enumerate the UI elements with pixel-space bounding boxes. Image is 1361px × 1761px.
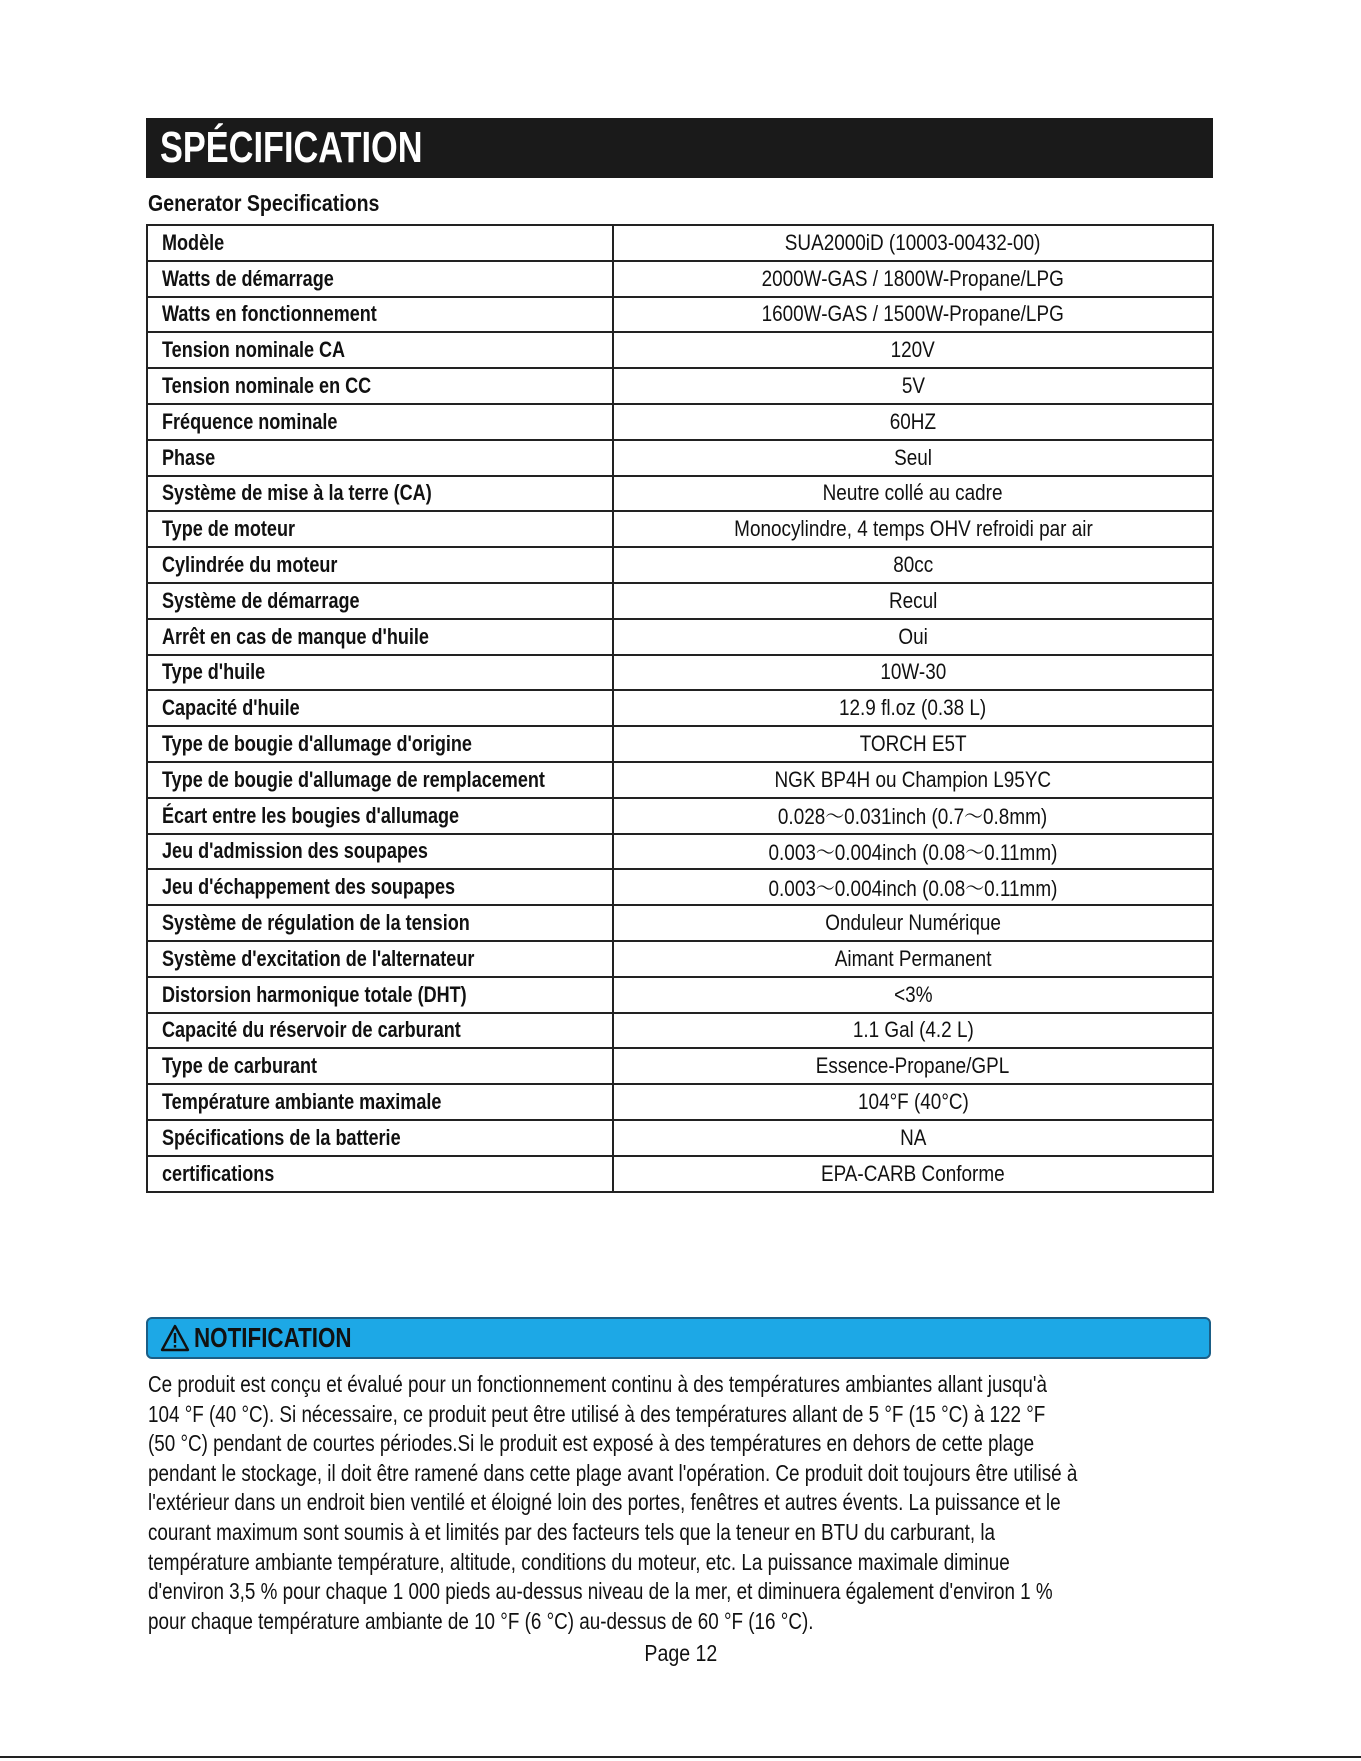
table-row xyxy=(147,1013,1213,1049)
spec-value: Monocylindre, 4 temps OHV refroidi par air xyxy=(733,516,1093,542)
spec-label-cell xyxy=(147,297,613,333)
spec-value-cell xyxy=(613,1156,1213,1192)
table-row xyxy=(147,834,1213,870)
spec-label-cell xyxy=(147,941,613,977)
spec-label: Type de carburant xyxy=(162,1053,318,1079)
spec-value: Essence-Propane/GPL xyxy=(816,1053,1010,1079)
spec-value-cell xyxy=(613,440,1213,476)
spec-value-cell xyxy=(613,941,1213,977)
table-row xyxy=(147,261,1213,297)
spec-value: 80cc xyxy=(893,552,933,578)
notification-line: pendant le stockage, il doit être ramené dans cette plage avant l'opération. Ce produit doit toujours être utilisé à xyxy=(148,1459,1078,1486)
spec-label: Fréquence nominale xyxy=(162,408,338,434)
table-row xyxy=(147,440,1213,476)
spec-value: 2000W-GAS / 1800W-Propane/LPG xyxy=(761,265,1065,291)
spec-label-cell xyxy=(147,476,613,512)
table-row xyxy=(147,905,1213,941)
notification-line: Ce produit est conçu et évalué pour un fonctionnement continu à des températures ambiantes allant jusqu'à xyxy=(148,1371,1047,1397)
spec-value: EPA-CARB Conforme xyxy=(821,1160,1005,1186)
spec-value-cell xyxy=(613,869,1213,905)
table-row xyxy=(147,941,1213,977)
spec-label: Système de démarrage xyxy=(162,587,360,613)
spec-label: Modèle xyxy=(162,229,225,255)
spec-label-cell xyxy=(147,762,613,798)
spec-value: NGK BP4H ou Champion L95YC xyxy=(774,766,1052,792)
page-number-text: Page 12 xyxy=(644,1640,717,1666)
spec-label-cell xyxy=(147,977,613,1013)
spec-value-cell xyxy=(613,404,1213,440)
spec-value: 60HZ xyxy=(889,408,937,434)
spec-label: Système de régulation de la tension xyxy=(162,910,470,936)
spec-label-cell xyxy=(147,332,613,368)
spec-label: Capacité d'huile xyxy=(162,695,300,721)
spec-label-cell xyxy=(147,619,613,655)
spec-label-cell xyxy=(147,690,613,726)
notification-line: température ambiante température, altitude, conditions du moteur, etc. La puissance maximale diminue xyxy=(148,1548,1010,1575)
spec-label: Température ambiante maximale xyxy=(162,1089,442,1115)
table-row xyxy=(147,1084,1213,1120)
spec-value: 1600W-GAS / 1500W-Propane/LPG xyxy=(761,301,1065,327)
spec-value-cell xyxy=(613,726,1213,762)
spec-label: Système d'excitation de l'alternateur xyxy=(162,945,475,971)
table-row xyxy=(147,511,1213,547)
spec-table-body xyxy=(147,225,1213,1192)
table-row xyxy=(147,869,1213,905)
spec-label: Jeu d'échappement des soupapes xyxy=(162,874,456,900)
spec-label: Watts de démarrage xyxy=(162,265,334,291)
notification-line: d'environ 3,5 % pour chaque 1 000 pieds au-dessus niveau de la mer, et diminuera également d'environ 1 % xyxy=(148,1578,1053,1605)
spec-value-cell xyxy=(613,547,1213,583)
spec-value-cell xyxy=(613,690,1213,726)
spec-value: 0.028～0.031inch (0.7～0.8mm) xyxy=(778,804,1048,830)
notification-line: 104 °F (40 °C). Si nécessaire, ce produit peut être utilisé à des températures allant de 5 °F (15 °C) à 122 °F xyxy=(148,1400,1046,1427)
table-row xyxy=(147,726,1213,762)
spec-label: Distorsion harmonique totale (DHT) xyxy=(162,981,467,1007)
spec-label: Système de mise à la terre (CA) xyxy=(162,480,432,506)
spec-value: Seul xyxy=(894,444,932,470)
spec-label: Type de bougie d'allumage d'origine xyxy=(162,731,472,757)
spec-label-cell xyxy=(147,869,613,905)
spec-label-cell xyxy=(147,1156,613,1192)
table-row xyxy=(147,619,1213,655)
spec-label: Capacité du réservoir de carburant xyxy=(162,1017,461,1043)
bottom-rule xyxy=(0,1756,1361,1758)
spec-value-cell xyxy=(613,332,1213,368)
spec-label-cell xyxy=(147,798,613,834)
spec-value: 10W-30 xyxy=(880,659,946,685)
spec-label-cell xyxy=(147,225,613,261)
spec-label: Écart entre les bougies d'allumage xyxy=(162,802,460,828)
spec-value: NA xyxy=(899,1124,927,1150)
spec-table xyxy=(146,224,1214,1193)
spec-label: Jeu d'admission des soupapes xyxy=(162,838,428,864)
spec-value-cell xyxy=(613,655,1213,691)
table-row xyxy=(147,404,1213,440)
spec-label-cell xyxy=(147,1120,613,1156)
spec-label-cell xyxy=(147,1084,613,1120)
table-row xyxy=(147,547,1213,583)
spec-value-cell xyxy=(613,225,1213,261)
spec-value: Neutre collé au cadre xyxy=(823,480,1003,506)
spec-label-cell xyxy=(147,1013,613,1049)
spec-label-cell xyxy=(147,905,613,941)
spec-value: 12.9 fl.oz (0.38 L) xyxy=(839,695,987,721)
table-subtitle: Generator Specifications xyxy=(148,190,380,216)
spec-label: Phase xyxy=(162,444,216,470)
spec-value-cell xyxy=(613,619,1213,655)
table-row xyxy=(147,655,1213,691)
spec-value: Oui xyxy=(898,623,928,649)
spec-label: certifications xyxy=(162,1160,275,1186)
notification-line: courant maximum sont soumis à et limités par des facteurs tels que la teneur en BTU du carburant, la xyxy=(148,1518,996,1545)
spec-value-cell xyxy=(613,583,1213,619)
spec-label-cell xyxy=(147,583,613,619)
spec-value: <3% xyxy=(893,981,933,1007)
table-row xyxy=(147,583,1213,619)
spec-label-cell xyxy=(147,547,613,583)
spec-value: 120V xyxy=(890,337,936,363)
spec-label: Cylindrée du moteur xyxy=(162,552,338,578)
spec-label-cell xyxy=(147,261,613,297)
spec-value-cell xyxy=(613,1084,1213,1120)
spec-value: 5V xyxy=(901,373,925,399)
spec-value: Onduleur Numérique xyxy=(825,910,1001,936)
spec-label-cell xyxy=(147,404,613,440)
table-row xyxy=(147,1048,1213,1084)
spec-label: Type d'huile xyxy=(162,659,266,685)
spec-label: Type de moteur xyxy=(162,516,295,542)
page-number xyxy=(0,1640,1361,1667)
spec-label-cell xyxy=(147,1048,613,1084)
notification-line: (50 °C) pendant de courtes périodes.Si le produit est exposé à des températures en dehors de cette plage xyxy=(148,1430,1035,1457)
spec-value: Recul xyxy=(888,587,938,613)
table-row xyxy=(147,1156,1213,1192)
spec-value-cell xyxy=(613,1048,1213,1084)
spec-value-cell xyxy=(613,511,1213,547)
notification-line: l'extérieur dans un endroit bien ventilé et éloigné loin des portes, fenêtres et autres évents. La puissance et le xyxy=(148,1489,1061,1516)
table-row xyxy=(147,368,1213,404)
table-row xyxy=(147,1120,1213,1156)
spec-value-cell xyxy=(613,798,1213,834)
spec-value-cell xyxy=(613,762,1213,798)
table-row xyxy=(147,297,1213,333)
spec-label-cell xyxy=(147,440,613,476)
table-row xyxy=(147,476,1213,512)
spec-label-cell xyxy=(147,834,613,870)
spec-label: Tension nominale CA xyxy=(162,337,346,363)
spec-value-cell xyxy=(613,297,1213,333)
spec-value: 1.1 Gal (4.2 L) xyxy=(852,1017,974,1043)
spec-value-cell xyxy=(613,977,1213,1013)
spec-value: TORCH E5T xyxy=(859,731,967,757)
table-row xyxy=(147,225,1213,261)
spec-label: Arrêt en cas de manque d'huile xyxy=(162,623,429,649)
spec-value: 0.003～0.004inch (0.08～0.11mm) xyxy=(768,839,1058,865)
spec-label-cell xyxy=(147,511,613,547)
notification-title: NOTIFICATION xyxy=(194,1322,352,1353)
spec-value: SUA2000iD (10003-00432-00) xyxy=(785,229,1041,255)
warning-triangle-icon xyxy=(160,1324,190,1352)
section-title-bar xyxy=(146,118,1213,178)
table-row xyxy=(147,762,1213,798)
spec-label-cell xyxy=(147,368,613,404)
table-row xyxy=(147,798,1213,834)
page-title: SPÉCIFICATION xyxy=(160,123,423,172)
spec-value-cell xyxy=(613,1013,1213,1049)
spec-value-cell xyxy=(613,368,1213,404)
spec-value-cell xyxy=(613,905,1213,941)
table-row xyxy=(147,977,1213,1013)
notification-line: pour chaque température ambiante de 10 °F (6 °C) au-dessus de 60 °F (16 °C). xyxy=(148,1607,814,1634)
spec-label: Tension nominale en CC xyxy=(162,373,372,399)
spec-label: Type de bougie d'allumage de remplacement xyxy=(162,766,545,792)
spec-label: Spécifications de la batterie xyxy=(162,1124,401,1150)
spec-value: Aimant Permanent xyxy=(834,945,992,971)
spec-value-cell xyxy=(613,261,1213,297)
table-row xyxy=(147,690,1213,726)
notification-text xyxy=(148,1370,1222,1636)
notification-bar xyxy=(146,1317,1211,1359)
spec-value: 0.003～0.004inch (0.08～0.11mm) xyxy=(768,875,1058,901)
spec-label-cell xyxy=(147,726,613,762)
spec-value-cell xyxy=(613,1120,1213,1156)
spec-value-cell xyxy=(613,476,1213,512)
spec-value: 104°F (40°C) xyxy=(857,1089,969,1115)
spec-label-cell xyxy=(147,655,613,691)
spec-label: Watts en fonctionnement xyxy=(162,301,377,327)
spec-value-cell xyxy=(613,834,1213,870)
table-row xyxy=(147,332,1213,368)
